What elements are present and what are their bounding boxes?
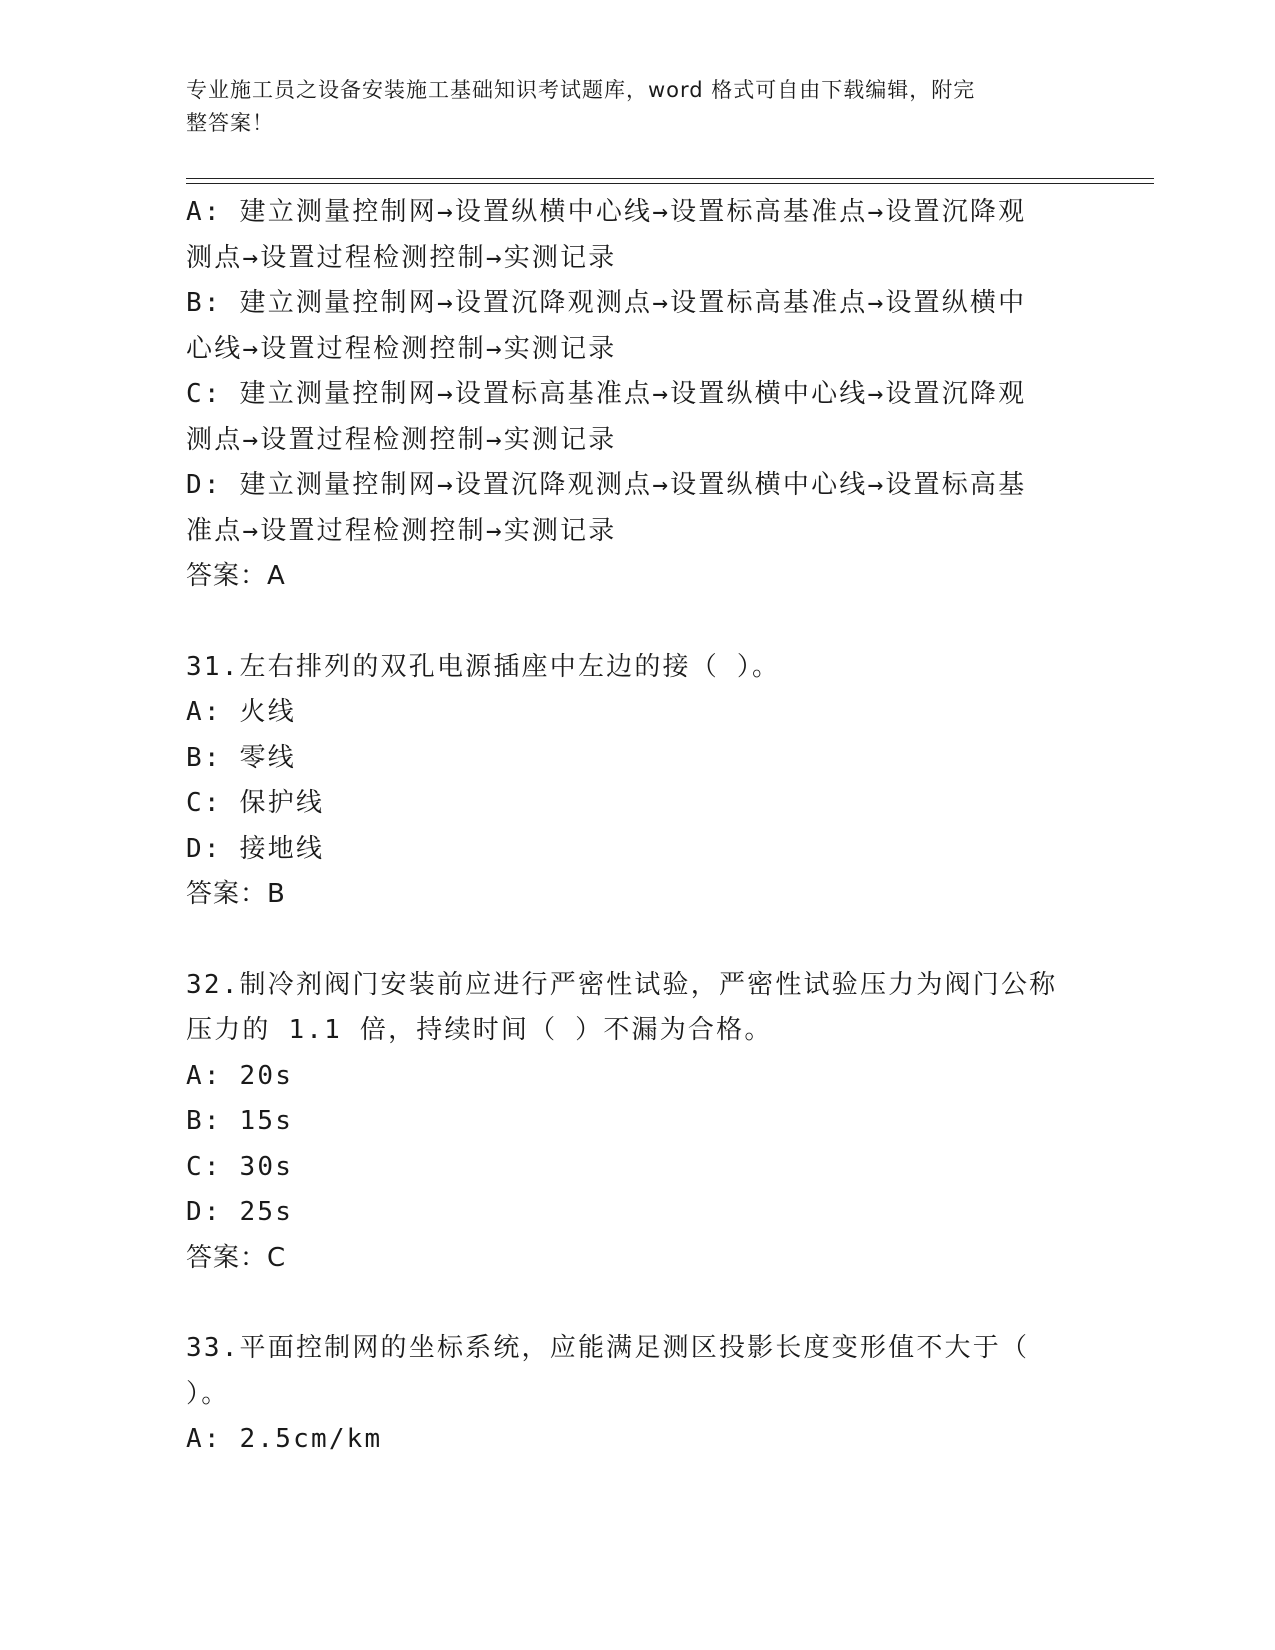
question-33: [186, 1326, 1086, 1463]
q33-option-a: A: 2.5cm/km: [186, 1424, 383, 1454]
q31-option-c: C: 保护线: [186, 788, 325, 818]
q31-answer: 答案：B: [186, 879, 286, 909]
q30-option-a-line-2: 测点→设置过程检测控制→实测记录: [186, 242, 617, 273]
q30-option-d-line-1: D: 建立测量控制网→设置沉降观测点→设置纵横中心线→设置标高基: [186, 470, 1027, 500]
document-body: [186, 190, 1086, 1463]
q33-question-line-2: ）。: [186, 1378, 230, 1409]
header-title-line-1: 专业施工员之设备安装施工基础知识考试题库，word 格式可自由下载编辑，附完: [186, 78, 976, 102]
q31-question: 31.左右排列的双孔电源插座中左边的接（ ）。: [186, 651, 781, 682]
q30-option-c-line-2: 测点→设置过程检测控制→实测记录: [186, 424, 617, 455]
header-rule-top: [186, 178, 1154, 179]
header-title-line-2: 整答案！: [186, 111, 274, 135]
spacer: [186, 1281, 1086, 1326]
question-30-options: [186, 190, 1086, 600]
question-31: [186, 645, 1086, 918]
q33-question-line-1: 33.平面控制网的坐标系统，应能满足测区投影长度变形值不大于（: [186, 1333, 1030, 1363]
q32-question-line-2: 压力的 1.1 倍，持续时间（ ）不漏为合格。: [186, 1015, 773, 1045]
q32-option-d: D: 25s: [186, 1197, 294, 1227]
q30-option-d-line-2: 准点→设置过程检测控制→实测记录: [186, 515, 617, 546]
question-32: [186, 963, 1086, 1282]
q32-option-b: B: 15s: [186, 1106, 294, 1136]
spacer: [186, 600, 1086, 645]
document-header: [186, 74, 1066, 140]
q32-option-c: C: 30s: [186, 1151, 294, 1182]
q30-option-b-line-2: 心线→设置过程检测控制→实测记录: [186, 333, 617, 364]
q30-option-a-line-1: A: 建立测量控制网→设置纵横中心线→设置标高基准点→设置沉降观: [186, 197, 1027, 227]
q30-option-b-line-1: B: 建立测量控制网→设置沉降观测点→设置标高基准点→设置纵横中: [186, 288, 1027, 318]
q32-question-line-1: 32.制冷剂阀门安装前应进行严密性试验，严密性试验压力为阀门公称: [186, 969, 1058, 1000]
q31-option-b: B: 零线: [186, 742, 296, 773]
q32-answer: 答案：C: [186, 1242, 287, 1273]
q30-answer: 答案：A: [186, 561, 286, 591]
q30-option-c-line-1: C: 建立测量控制网→设置标高基准点→设置纵横中心线→设置沉降观: [186, 379, 1027, 409]
spacer: [186, 918, 1086, 963]
header-rule-bottom: [186, 183, 1154, 184]
q32-option-a: A: 20s: [186, 1060, 294, 1091]
q31-option-a: A: 火线: [186, 697, 296, 727]
q31-option-d: D: 接地线: [186, 833, 325, 864]
